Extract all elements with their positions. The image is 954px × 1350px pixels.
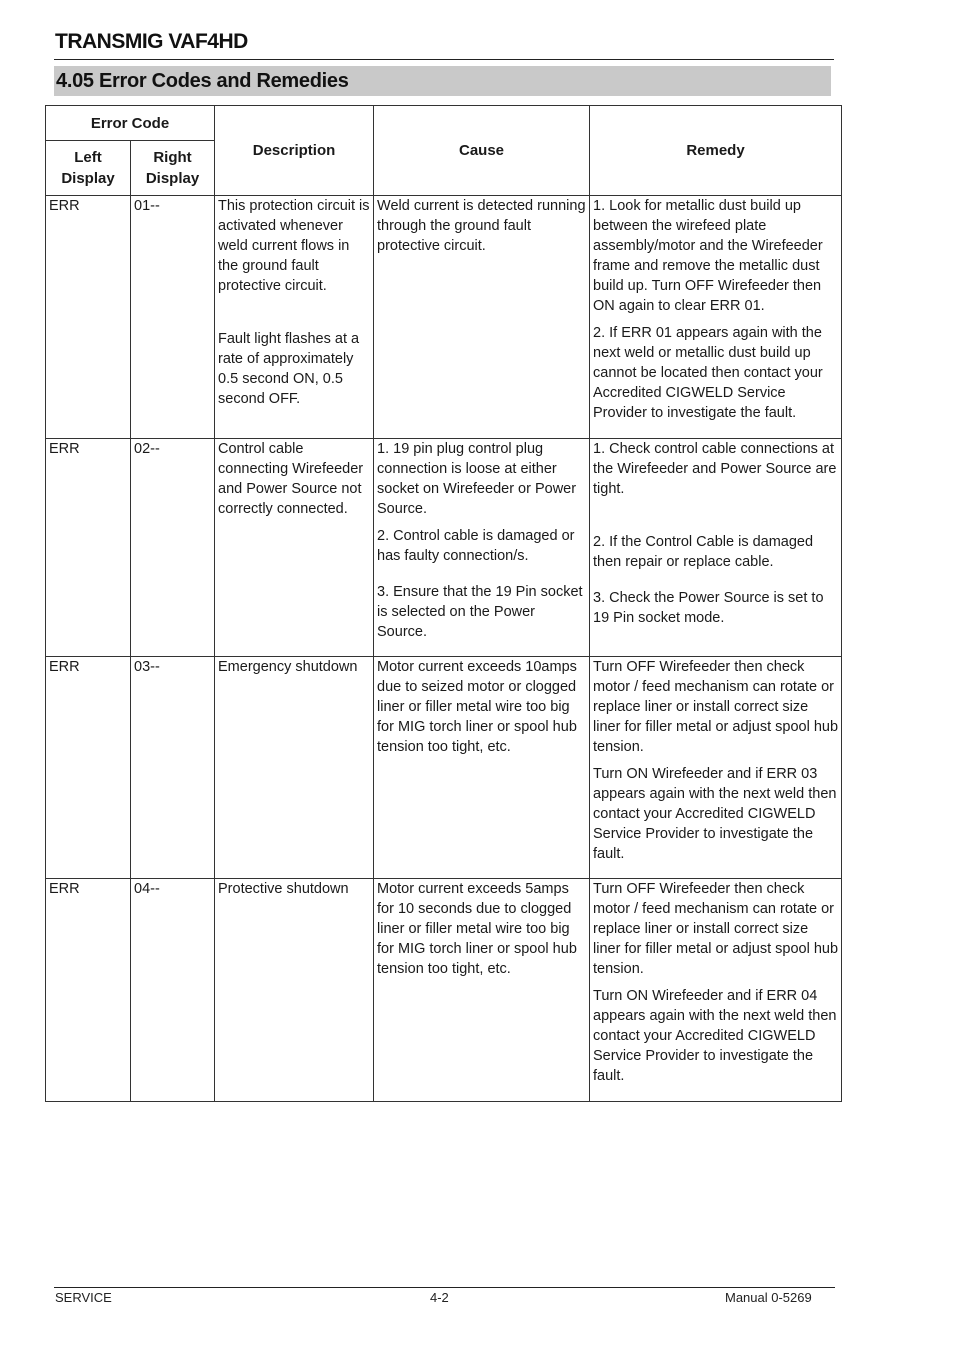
right-display-cell: 02-- [131, 439, 215, 657]
cause-cell [374, 196, 590, 439]
left-display-cell: ERR [46, 657, 131, 879]
title-divider [54, 59, 834, 60]
description-cell [215, 439, 374, 657]
cause-cell [374, 657, 590, 879]
left-display-cell: ERR [46, 439, 131, 657]
remedy-text: 1. Look for metallic dust build up between the wirefeed plate assembly/motor and the Wirefeeder frame and remove the metallic dust build up. Turn OFF Wirefeeder then ON again to clear ERR 01. [593, 198, 823, 314]
left-display-cell: ERR [46, 196, 131, 439]
header-error-code: Error Code [46, 106, 215, 141]
description-text: Protective shutdown [218, 881, 349, 897]
remedy-cell [590, 879, 842, 1102]
description-cell [215, 879, 374, 1102]
section-heading: 4.05 Error Codes and Remedies [54, 66, 831, 96]
header-cause: Cause [374, 106, 590, 196]
document-title: TRANSMIG VAF4HD [55, 30, 248, 53]
cause-text: 1. 19 pin plug control plug connection is loose at either socket on Wirefeeder or Power Source. [377, 441, 577, 517]
remedy-cell [590, 439, 842, 657]
remedy-text: Turn OFF Wirefeeder then check motor / feed mechanism can rotate or replace liner or install correct size liner for filler metal or adjust spool hub tension. [593, 659, 839, 755]
right-display-cell: 01-- [131, 196, 215, 439]
cause-text: Motor current exceeds 5amps for 10 seconds due to clogged liner or filler metal wire too big for MIG torch liner or spool hub tension too tight, etc. [377, 881, 577, 977]
header-description: Description [215, 106, 374, 196]
description-cell [215, 196, 374, 439]
footer-manual-number: Manual 0-5269 [725, 1290, 812, 1305]
description-text: Fault light flashes at a rate of approximately 0.5 second ON, 0.5 second OFF. [218, 331, 360, 407]
cause-text: Motor current exceeds 10amps due to seized motor or clogged liner or filler metal wire too big for MIG torch liner or spool hub tension too tight, etc. [377, 659, 577, 755]
table-row [46, 196, 842, 439]
description-text: Control cable connecting Wirefeeder and Power Source not correctly connected. [218, 441, 364, 517]
remedy-text: Turn OFF Wirefeeder then check motor / feed mechanism can rotate or replace liner or install correct size liner for filler metal or adjust spool hub tension. [593, 881, 839, 977]
remedy-text: 3. Check the Power Source is set to 19 Pin socket mode. [593, 590, 824, 626]
cause-text: Weld current is detected running through the ground fault protective circuit. [377, 198, 586, 254]
cause-text: 3. Ensure that the 19 Pin socket is selected on the Power Source. [377, 584, 583, 640]
remedy-cell [590, 196, 842, 439]
remedy-text: 2. If ERR 01 appears again with the next weld or metallic dust build up cannot be located then contact your Accredited CIGWELD Service Provider to investigate the fault. [593, 325, 823, 421]
description-cell [215, 657, 374, 879]
error-codes-table [45, 105, 842, 1102]
header-right-display: Right Display [131, 141, 215, 196]
table-row [46, 439, 842, 657]
footer-section-label: SERVICE [55, 1290, 112, 1305]
description-text: This protection circuit is activated whenever weld current flows in the ground fault protective circuit. [218, 198, 370, 294]
remedy-text: Turn ON Wirefeeder and if ERR 03 appears again with the next weld then contact your Accredited CIGWELD Service Provider to investigate the fault. [593, 766, 837, 862]
remedy-text: 2. If the Control Cable is damaged then repair or replace cable. [593, 534, 814, 570]
cause-cell [374, 879, 590, 1102]
cause-cell [374, 439, 590, 657]
remedy-cell [590, 657, 842, 879]
remedy-text: 1. Check control cable connections at the Wirefeeder and Power Source are tight. [593, 441, 837, 497]
footer-divider [54, 1287, 835, 1288]
footer-page-number: 4-2 [430, 1290, 449, 1305]
left-display-cell: ERR [46, 879, 131, 1102]
header-remedy: Remedy [590, 106, 842, 196]
remedy-text: Turn ON Wirefeeder and if ERR 04 appears again with the next weld then contact your Accredited CIGWELD Service Provider to investigate the fault. [593, 988, 837, 1084]
table-row [46, 879, 842, 1102]
right-display-cell: 03-- [131, 657, 215, 879]
table-row [46, 657, 842, 879]
description-text: Emergency shutdown [218, 659, 358, 675]
header-left-display: Left Display [46, 141, 131, 196]
right-display-cell: 04-- [131, 879, 215, 1102]
cause-text: 2. Control cable is damaged or has faulty connection/s. [377, 528, 575, 564]
